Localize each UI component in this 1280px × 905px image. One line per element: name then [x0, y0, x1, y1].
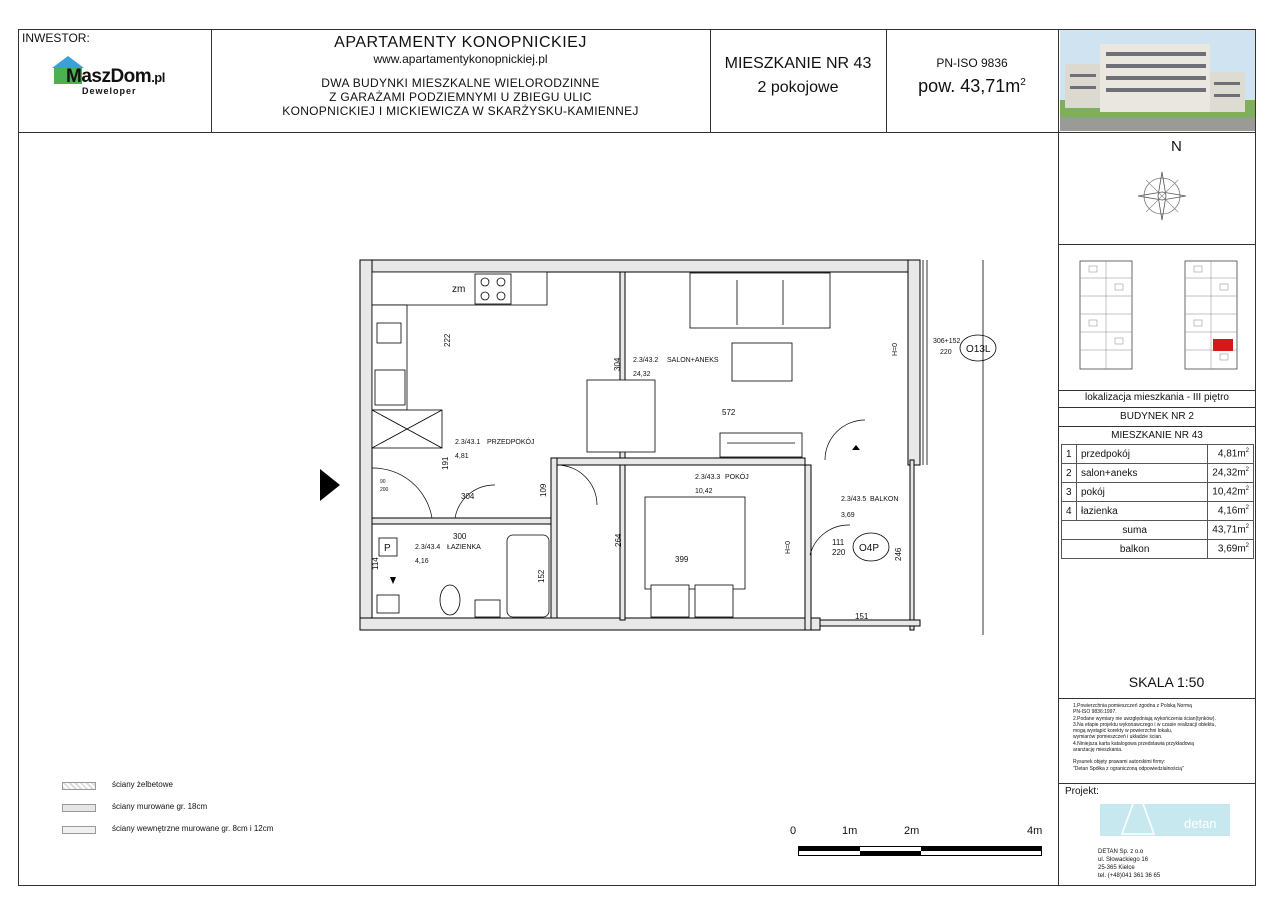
- building-location-map: [1075, 258, 1245, 374]
- investor-label: INWESTOR:: [22, 31, 90, 45]
- scale-bar: [790, 825, 1050, 865]
- note-line: aranżację mieszkania.: [1073, 747, 1123, 754]
- table-row: [1062, 502, 1254, 521]
- project-label: Projekt:: [1065, 786, 1099, 797]
- balcony-value: 3,69m: [1217, 543, 1246, 555]
- note-line: wymiarów pomieszczeń i układzie ścian.: [1073, 734, 1163, 741]
- dim-220a: 220: [832, 548, 846, 557]
- note-line: "Detan Spółka z ograniczoną odpowiedzialnością": [1073, 765, 1184, 772]
- washbasin: [475, 600, 500, 617]
- note-line: Rysunek objęty prawami autorskimi firmy:: [1073, 759, 1166, 766]
- panel-divider-1: [1058, 244, 1256, 245]
- table-row: [1062, 445, 1254, 464]
- wall-east-upper: [908, 260, 920, 465]
- room-name: przedpokój: [1077, 445, 1208, 464]
- dim-304b: 304: [461, 492, 475, 501]
- note-line: PN-ISO 9836:1997.: [1073, 709, 1117, 716]
- legend-swatch-masonry: [62, 804, 96, 812]
- company-street: ul. Słowackiego 16: [1098, 857, 1149, 863]
- dim-152: 152: [537, 569, 546, 583]
- company-phone: tel. (+48)041 361 36 65: [1098, 873, 1161, 879]
- apartment-location-marker: [1213, 339, 1233, 351]
- dim-304a: 304: [613, 357, 622, 371]
- balcony-label: balkon: [1062, 540, 1208, 559]
- room-no: 1: [1062, 445, 1077, 464]
- wall-north: [360, 260, 920, 272]
- room-area-sup: 2: [1245, 467, 1249, 474]
- panel-divider-2: [1058, 390, 1256, 391]
- table-row: [1062, 483, 1254, 502]
- dim-399: 399: [675, 555, 689, 564]
- scale-tick-3: 4m: [1027, 825, 1043, 837]
- panel-divider-6: [1058, 783, 1256, 784]
- table-row: [1062, 464, 1254, 483]
- note-line: 4.Niniejsza karta katalogowa przedstawia przykładową: [1073, 740, 1194, 747]
- nightstand-2: [695, 585, 733, 617]
- project-desc-2: Z GARAŻAMI PODZIEMNYMI U ZBIEGU ULIC: [329, 90, 592, 104]
- project-title-cell: [211, 34, 710, 118]
- wardrobe: [372, 410, 442, 448]
- panel-divider-5: [1058, 698, 1256, 699]
- dim-151: 151: [855, 612, 869, 621]
- h0-tag-a: H=0: [892, 342, 899, 356]
- header-divider: [18, 132, 1256, 133]
- dim-220b: 220: [940, 349, 952, 356]
- company-city: 25-365 Kielce: [1098, 865, 1135, 871]
- plan-room-area: 10,42: [695, 488, 713, 495]
- plan-room-name: POKÓJ: [725, 474, 749, 481]
- logo-suffix: .pl: [151, 70, 165, 85]
- dim-300: 300: [453, 532, 467, 541]
- legend-label-2: ściany murowane gr. 18cm: [112, 802, 208, 811]
- area-value: pow. 43,71m: [918, 76, 1021, 96]
- maszdom-logo: [50, 52, 190, 102]
- dim-200: 200: [380, 487, 389, 493]
- room-area-sup: 2: [1245, 486, 1249, 493]
- logo-sub: Deweloper: [82, 86, 137, 96]
- right-panel-sep: [1058, 29, 1059, 886]
- apartment-cell: [710, 55, 886, 97]
- legend-swatch-concrete: [62, 782, 96, 790]
- floor-label: lokalizacja mieszkania - III piętro: [1085, 392, 1229, 403]
- plan-room-area: 4,16: [415, 558, 429, 565]
- detan-logo: [1100, 790, 1230, 836]
- coffee-table: [732, 343, 792, 381]
- dim-246: 246: [894, 547, 903, 561]
- bottom-dash: [18, 885, 188, 887]
- p-tag: P: [384, 543, 391, 554]
- room-area-sup: 2: [1245, 448, 1249, 455]
- room-area: 10,42m: [1212, 486, 1246, 498]
- company-name: DETAN Sp. z o.o: [1098, 849, 1144, 855]
- compass-label: N: [1171, 138, 1182, 155]
- scale-seg-1: [798, 846, 860, 851]
- room-area: 4,16m: [1217, 505, 1246, 517]
- dim-306: 306+152: [933, 338, 961, 345]
- apartment-label: MIESZKANIE NR 43: [1111, 430, 1203, 441]
- plan-room-code: 2.3/43.4: [415, 544, 441, 551]
- panel-divider-3: [1058, 407, 1256, 408]
- area-cell: [886, 56, 1058, 97]
- legend-label-1: ściany żelbetowe: [112, 780, 173, 789]
- legend-swatch-internal: [62, 826, 96, 834]
- rooms-count: 2 pokojowe: [757, 79, 839, 96]
- wall-bath-top: [372, 518, 557, 524]
- project-url: www.apartamentykonopnickiej.pl: [373, 52, 548, 66]
- sofa: [690, 273, 830, 328]
- room-name: łazienka: [1077, 502, 1208, 521]
- project-desc-3: KONOPNICKIEJ I MICKIEWICZA W SKARŻYSKU-KAMIENNEJ: [282, 104, 639, 118]
- bed: [645, 497, 745, 589]
- plan-room-name: PRZEDPOKÓJ: [487, 439, 535, 446]
- area-sup: 2: [1020, 77, 1026, 88]
- plan-room-code: 2.3/43.1: [455, 439, 481, 446]
- dim-109: 109: [539, 483, 548, 497]
- note-line: mogą wystąpić korekty w powierzchni lokalu,: [1073, 728, 1173, 735]
- balcony-rail-east: [910, 460, 914, 630]
- logo-text: MaszDom: [66, 66, 152, 87]
- room-no: 4: [1062, 502, 1077, 521]
- compass-rose-icon: [1132, 170, 1192, 222]
- scale-seg-2: [860, 851, 921, 856]
- plan-room-code: 2.3/43.2: [633, 357, 659, 364]
- room-area: 24,32m: [1212, 467, 1246, 479]
- floor-plan: [355, 255, 1015, 640]
- sum-label: suma: [1062, 521, 1208, 540]
- panel-divider-4: [1058, 426, 1256, 427]
- room-no: 2: [1062, 464, 1077, 483]
- legend-label-3: ściany wewnętrzne murowane gr. 8cm i 12cm: [112, 824, 274, 833]
- norm-label: PN-ISO 9836: [936, 56, 1008, 70]
- wall-room-top: [555, 458, 805, 465]
- table-row: [1062, 540, 1254, 559]
- room-area-sup: 2: [1245, 505, 1249, 512]
- project-address: [1098, 848, 1160, 880]
- note-line: 3.Na etapie projektu wykonawczego i w czasie realizacji obiektu,: [1073, 721, 1216, 728]
- tv-cabinet: [720, 433, 802, 457]
- entrance-arrow-icon: [318, 469, 342, 501]
- notes-block: [1073, 703, 1256, 772]
- scale-label: SKALA 1:50: [1128, 674, 1205, 690]
- dim-114: 114: [371, 557, 380, 570]
- marker-arrow-icon: [852, 445, 860, 450]
- sum-sup: 2: [1245, 524, 1249, 531]
- room-name: salon+aneks: [1077, 464, 1208, 483]
- dim-264: 264: [614, 533, 623, 547]
- detan-logo-text: detan: [1184, 816, 1217, 831]
- toilet: [440, 585, 460, 615]
- plan-room-name: SALON+ANEKS: [667, 357, 719, 364]
- plan-room-name: BALKON: [870, 496, 899, 503]
- washing-machine: [377, 595, 399, 613]
- zm-tag: zm: [452, 284, 466, 295]
- project-title: APARTAMENTY KONOPNICKIEJ: [334, 34, 587, 51]
- dim-191: 191: [441, 456, 450, 470]
- wall-bath-east: [551, 458, 557, 618]
- dim-222: 222: [443, 333, 452, 347]
- dining-table: [587, 380, 655, 452]
- o13l-tag: O13L: [966, 344, 991, 355]
- balcony-rail-south: [820, 620, 920, 626]
- plan-room-area: 24,32: [633, 371, 651, 378]
- note-line: 2.Podane wymiary nie uwzględniają wykończenia ścian(tynków).: [1073, 715, 1216, 722]
- o4p-tag: O4P: [859, 543, 880, 554]
- project-desc-1: DWA BUDYNKI MIESZKALNE WIELORODZINNE: [321, 76, 600, 90]
- dim-90: 90: [380, 479, 386, 485]
- sum-value: 43,71m: [1212, 524, 1246, 536]
- apartment-number: MIESZKANIE NR 43: [724, 55, 872, 72]
- scale-seg-3: [921, 846, 1042, 851]
- scale-tick-2: 2m: [904, 825, 920, 837]
- room-no: 3: [1062, 483, 1077, 502]
- wall-south: [360, 618, 820, 630]
- plan-room-code: 2.3/43.5: [841, 496, 867, 503]
- wall-balcony-west: [805, 465, 811, 630]
- cooktop: [475, 274, 511, 304]
- room-name: pokój: [1077, 483, 1208, 502]
- building-label: BUDYNEK NR 2: [1120, 411, 1194, 422]
- rooms-table: [1061, 444, 1254, 559]
- sink: [377, 323, 401, 343]
- nightstand-1: [651, 585, 689, 617]
- plan-room-name: ŁAZIENKA: [447, 544, 481, 551]
- dim-572: 572: [722, 408, 736, 417]
- scale-tick-1: 1m: [842, 825, 858, 837]
- plan-room-area: 3,69: [841, 512, 855, 519]
- h0-tag-b: H=0: [785, 540, 792, 554]
- dim-111: 111: [832, 538, 845, 547]
- scale-tick-0: 0: [790, 825, 797, 837]
- bedroom-furniture: [645, 497, 745, 617]
- note-line: 1.Powierzchnia pomieszczeń zgodna z Polską Normą: [1073, 703, 1192, 709]
- marker-arrow-icon: [390, 577, 396, 584]
- room-area: 4,81m: [1217, 448, 1246, 460]
- wall-west: [360, 260, 372, 630]
- table-row: [1062, 521, 1254, 540]
- balcony-sup: 2: [1245, 543, 1249, 550]
- plan-room-code: 2.3/43.3: [695, 474, 721, 481]
- building-rendering: [1060, 30, 1255, 131]
- plan-room-area: 4,81: [455, 453, 469, 460]
